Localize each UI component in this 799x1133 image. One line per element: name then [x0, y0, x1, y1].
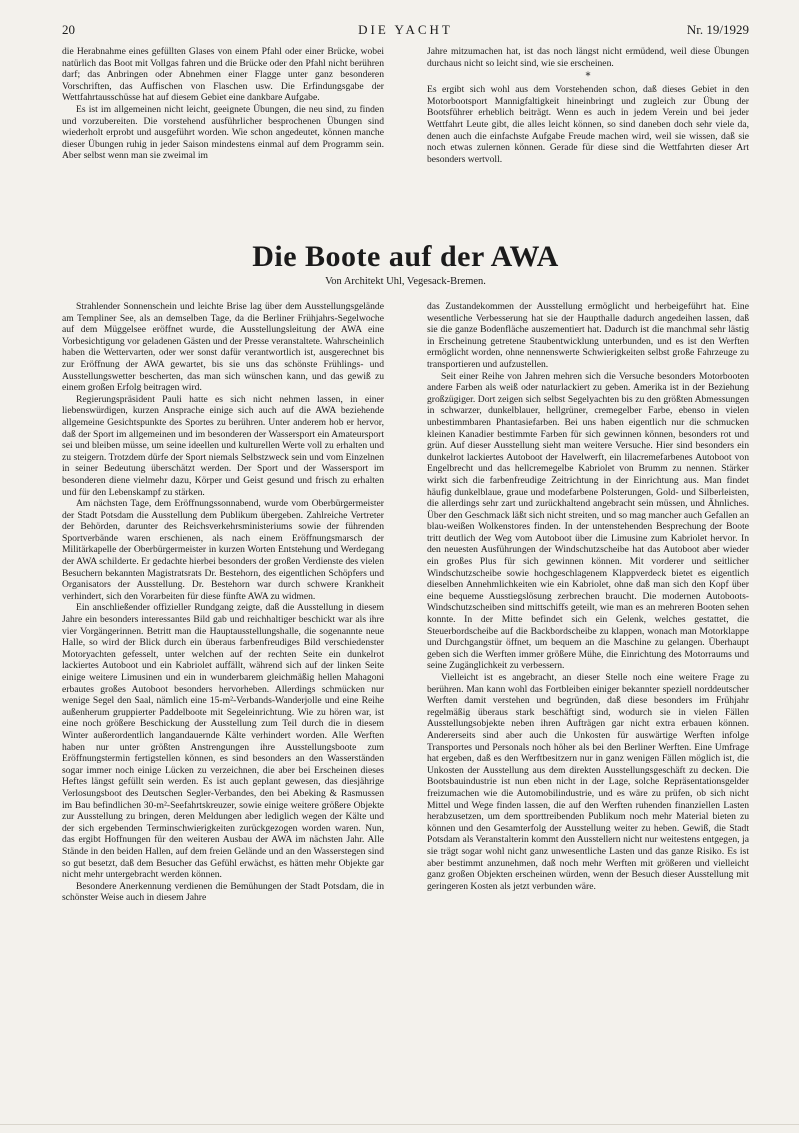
- paragraph: Ein anschließender offizieller Rundgang zeigte, daß die Ausstellung in diesem Jahre ein besonders interessantes Bild gab und reichhaltiger beschickt war als ihre vier Vorgängerinnen. Betritt man die Hauptausstellungshalle, die sogenannte neue Halle, so wird der Blick durch ein überaus farbenfreudiges Bild verschiedenster Motoryachten gefesselt, unter welchen auf der rechten Seite ein dunkelrot lackiertes Autoboot und ein Kabriolet auffällt, während sich auf der linken Seite einige weitere Limusinen und ein in wunderbarem gleichmäßig hellen Mahagoni erbautes großes Autoboot besonders hervorheben. Allerdings schmücken nur wenige Segel den Saal, nämlich eine 15-m²-Verbands-Wanderjolle und eine Reihe außenherum gruppierter Paddelboote mit Segeleinrichtung. Wie zu hören war, ist eine noch größere Beschickung der Ausstellung zum Teil durch die in diesem Winter außerordentlich langandauernde Kälte verhindert worden. Alle Werften haben nur unter größten Anstrengungen ihre Ausstellungsboote zum Eröffnungstermin fertigstellen können, es sind besonders an den Wasserständen sogar immer noch einige Lücken zu verzeichnen, die aber bei Erscheinen dieses Heftes längst gefüllt sein werden. Es ist auch geplant gewesen, das diesjährige Verlosungsboot des Deutschen Segler-Verbandes, den bei Abeking & Rasmussen im Bau befindlichen 30-m²-Seefahrtskreuzer, sowie einige weitere größere Objekte zur Ausstellung zu bringen, deren Meldungen aber lediglich wegen der Kälte und der sich ergebenden Terminschwierigkeiten zurückgezogen worden waren. Nun, das ergibt Hoffnungen für den weiteren Ausbau der AWA im nächsten Jahr. Alle Stände in den beiden Hallen, auf dem freien Gelände und an den Wasserstegen sind so gut besetzt, daß dem Besucher das Gefühl erwächst, es hätten mehr Objekte gar nicht mehr untergebracht werden können.: [62, 602, 384, 881]
- article-title: Die Boote auf der AWA: [252, 240, 559, 273]
- article-byline: Von Architekt Uhl, Vegesack-Bremen.: [325, 276, 486, 287]
- paragraph: Strahlender Sonnenschein und leichte Brise lag über dem Ausstellungsgelände am Templiner See, als an demselben Tage, da die Berliner Frühjahrs-Segelwoche auf dem Müggelsee eröffnet wurde, die Ausstellungsleitung der AWA eine Vorbesichtigung vor geladenen Gästen und der Presse veranstaltete. Wahrscheinlich haben die Wettervarten, oder wer sonst dafür verantwortlich ist, ausgerechnet bis zur Eröffnung der AWA gewartet, bis sie uns das schönste Frühlings- und Ausstellungswetter bescherten, das man sich wünschen kann, und das gewiß zu einem großen Erfolg beitragen wird.: [62, 301, 384, 394]
- paragraph: die Herabnahme eines gefüllten Glases von einem Pfahl oder einer Brücke, wobei natürlich das Boot mit Vollgas fahren und die Brücke oder den Pfahl nicht berühren darf; das Anbringen oder Abnehmen einer Flagge unter ganz besonderen Vorschriften, das Auffischen von Flaschen usw. Die Erfindungsgabe der Wettfahrtausschüsse hat auf diesem Gebiet eine dankbare Aufgabe.: [62, 46, 384, 104]
- section-separator: *: [585, 71, 591, 83]
- paragraph: Vielleicht ist es angebracht, an dieser Stelle noch eine weitere Frage zu berühren. Man kann wohl das Fortbleiben einiger bekannter speziell norddeutscher Werften damit verstehen und begründen, daß diese besonders im Frühjahr regelmäßig überaus stark beschäftigt sind, wodurch sie in vielen Fällen Ausstellungsobjekte neben ihren Aufträgen gar nicht extra erbauen können. Andererseits sind aber auch die Unkosten für auswärtige Werften infolge Transportes und Personals noch höher als bei den Berliner Werften. Eine Umfrage hat ergeben, daß es den Werftbesitzern nur in ganz wenigen Fällen möglich ist, die Unkosten der Ausstellung aus dem direkten Ausstellungsgeschäft zu decken. Die Bootsbauindustrie ist nun eben nicht in der Lage, solche Repräsentationsgelder freizumachen wie die Automobilindustrie, und es wäre zu prüfen, ob sich nicht Mittel und Wege finden lassen, die auf den Werften ruhenden finanziellen Lasten herabzusetzen, um dem sporttreibenden Publikum noch mehr Material bieten zu können und den Gesamterfolg der Ausstellung weiter zu heben. Gewiß, die Stadt Potsdam als Veranstalterin kommt den Ausstellern nicht nur weitestens entgegen, ja sie trägt sogar wohl nicht ganz unwesentliche Lasten und das ganze Risiko. Es ist aber bestimmt anzunehmen, daß noch mehr Werften mit größeren und vielleicht ganz großen Objekten erscheinen würden, wenn der Besuch dieser Ausstellung mit geringeren Kosten als jetzt verbunden wäre.: [427, 672, 749, 892]
- paragraph: Es ergibt sich wohl aus dem Vorstehenden schon, daß dieses Gebiet in den Motorbootsport Mannigfaltigkeit hineinbringt und zugleich zur Übung der Bootsführer erheblich beiträgt. Wenn es auch in jedem Verein und bei jeder Wettfahrt Leute gibt, die alles leicht können, so sind daneben doch sehr viele da, denen auch die einfachste Aufgabe Freude machen wird, weil sie wissen, daß sie noch etwas zulernen können. Gerade für diese sind die Wettfahrten dieser Art besonders wertvoll.: [427, 84, 749, 165]
- top-left-column: [62, 46, 384, 224]
- paragraph: Besondere Anerkennung verdienen die Bemühungen der Stadt Potsdam, die in schönster Weise auch in diesem Jahre: [62, 880, 384, 904]
- paragraph: Es ist im allgemeinen nicht leicht, geeignete Übungen, die neu sind, zu finden und vorzubereiten. Die vorstehend ausführlicher besprochenen Übungen sind wiederholt erprobt und ausgeführt worden. Wie schon angedeutet, können manche dieser Übungen ruhig in jeder Saison mindestens einmal auf dem Programm sein. Aber selbst wenn man sie zweimal im: [62, 103, 384, 162]
- page-number: 20: [62, 22, 75, 37]
- page-header: [62, 22, 749, 46]
- paragraph: das Zustandekommen der Ausstellung ermöglicht und herbeigeführt hat. Eine wesentliche Verbesserung hat sie der Haupthalle dadurch angedeihen lassen, daß sie die ganze Bodenfläche auszementiert hat. Dadurch ist die manchmal sehr lästig in Erscheinung getretene Staubentwicklung unterbunden, und es ist den Werften ermöglicht worden, ohne nennenswerte Schwierigkeiten selbst große Fahrzeuge zu transportieren und aufzustellen.: [427, 301, 749, 370]
- top-right-column: [427, 46, 749, 224]
- issue-number: Nr. 19/1929: [686, 22, 749, 37]
- paragraph: Seit einer Reihe von Jahren mehren sich die Versuche besonders Motorbooten andere Farben als weiß oder naturlackiert zu geben. Amerika ist in der Beziehung großzügiger. Dort zeigen sich selbst Segelyachten bis zu den größten Abmessungen in schwarzer, dunkelblauer, hellgrüner, cremegelber Farbe, ebenso in vielen unbestimmbaren Phantasiefarben. Bei uns haben eigentlich nur die schmucken kleinen Kanadier bestimmte Farben für sich gewinnen können, besonders rot und grün. Auf dieser Ausstellung sieht man weitere Versuche. Hier sind besonders ein dunkelrot lackiertes Autoboot der Havelwerft, ein lilacremefarbenes Autoboot von Engelbrecht und das hellcremegelbe Kabriolet von Brumm zu nennen. Stärker wirkt sich die farbenfreudige Zeitrichtung in der Einrichtung aus. Man findet häufig dunkelblaue, graue und modefarbene Polsterungen, Gold- und Silberleisten, die allerdings sehr zart und zurückhaltend angebracht sein müssen, und Ähnliches. Über den Geschmack läßt sich nicht streiten, und so mag mancher auch Gefallen an blau-weißen Wolkenstores finden. In der untenstehenden Besprechung der Boote tritt deutlich der Weg vom Autoboot über die Limusine zum Kabriolet hervor. In den neuesten Ausführungen der Windschutzscheibe hat das Autoboot aber wieder ein großes Plus für sich gewinnen können. Mit vorderer und seitlicher Windschutzscheibe sowie hochgeschlagenem Klappverdeck bietet es eigentlich dieselben Annehmlichkeiten wie ein Kabriolet, ohne daß man sich den Kopf über eine bequeme Ausstiegslösung zerbrechen braucht. Die modernen Autoboots-Windschutzscheiben sind mittschiffs geteilt, wie man es an mehreren Booten sehen konnte. In der Mitte befindet sich ein Gelenk, welches gestattet, die Steuerbordscheibe auf die Backbordscheibe zu klappen, wonach man Motorklappe und Durchgangstür öffnet, um bequem an die Maschine zu gelangen. Überhaupt geben sich die Werften immer größere Mühe, die Einrichtung des Motorraums und seine Zugänglichkeit zu verbessern.: [427, 370, 749, 672]
- paragraph: Jahre mitzumachen hat, ist das noch längst nicht ermüdend, weil diese Übungen durchaus nicht so leicht sind, wie sie erscheinen.: [427, 46, 749, 69]
- journal-title: DIE YACHT: [358, 22, 453, 37]
- paragraph: Am nächsten Tage, dem Eröffnungssonnabend, wurde vom Oberbürgermeister der Stadt Potsdam die Ausstellung dem Publikum übergeben. Zahlreiche Vertreter der Behörden, darunter des Reichsverkehrsministeriums sowie der führenden Sportverbände waren erschienen, als nach einem Eröffnungsmarsch der Militärkapelle der Oberbürgermeister in kurzen Worten Entstehung und Werdegang der AWA schilderte. Er gedachte hierbei besonders der großen Verdienste des vielen Besuchern bekannten Magistratsrats Dr. Bestehorn, des eigentlichen Schöpfers und Organisators der Ausstellung. Dr. Bestehorn war durch schwere Krankheit verhindert, sich den Vorarbeiten für diese fünfte AWA zu widmen.: [62, 498, 384, 602]
- article-body: [62, 301, 749, 904]
- article-left-column: [62, 301, 384, 904]
- article-right-column: [427, 301, 749, 904]
- page-bottom-rule: [0, 1124, 799, 1125]
- previous-article-continuation: [62, 46, 749, 224]
- paragraph: Regierungspräsident Pauli hatte es sich nicht nehmen lassen, in einer liebenswürdigen, kurzen Ansprache einige sich auch auf die AWA beziehende allgemeine Gesichtspunkte des Sportes zu berühren. Unter anderem hob er hervor, daß der Sport im allgemeinen und im besonderen der Wassersport ein Amateursport sei und bleiben müsse, um seine ideellen und kulturellen Werte voll zu erhalten und zu steigern. Trotzdem dürfe der Sport niemals Selbstzweck sein und vom Einzelnen in seiner Bedeutung überschätzt werden. Der Sport und der Wassersport im besonderen diene vielmehr dazu, Körper und Geist gesund und frisch zu erhalten und für den Lebenskampf zu stärken.: [62, 393, 384, 498]
